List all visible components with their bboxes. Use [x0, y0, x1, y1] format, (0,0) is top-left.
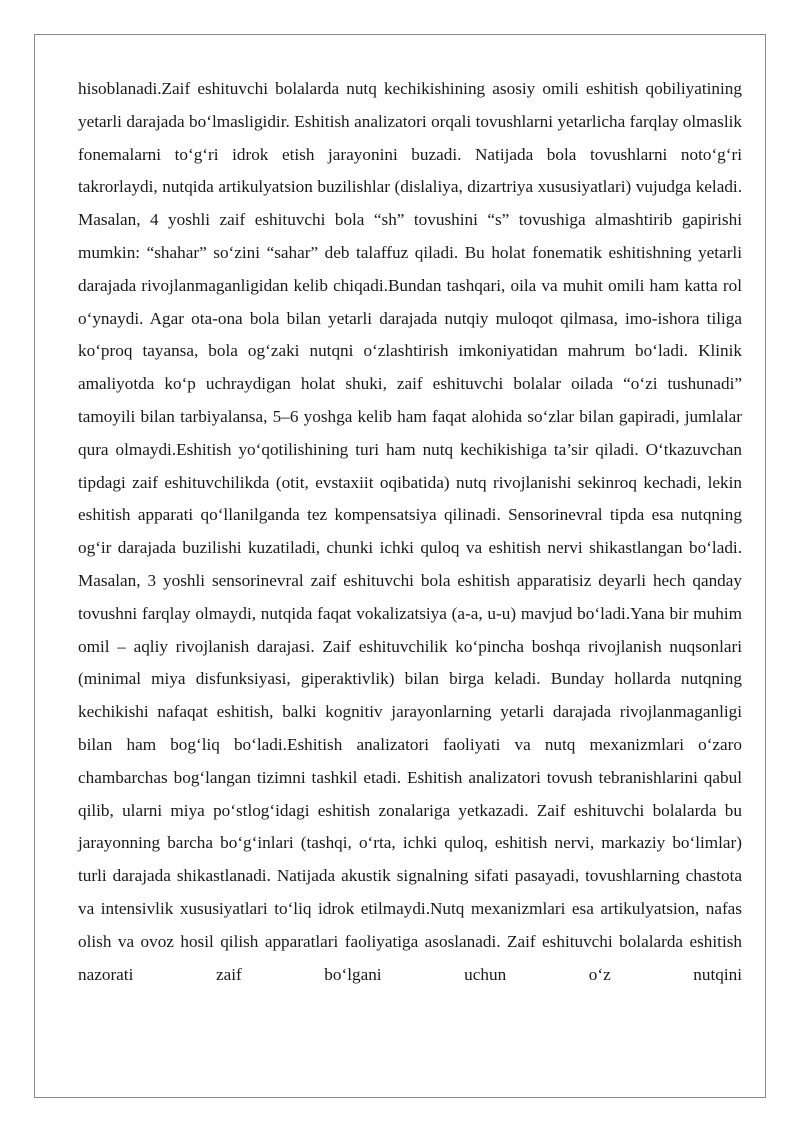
body-paragraph: hisoblanadi.Zaif eshituvchi bolalarda nutq kechikishining asosiy omili eshitish qobiliyatining yetarli darajada bo‘lmasligidir. Eshitish analizatori orqali tovushlarni yetarlicha farqlay olmaslik fonemalarni to‘g‘ri idrok etish jarayonini buzadi. Natijada bola tovushlarni noto‘g‘ri takrorlaydi, nutqida artikulyatsion buzilishlar (dislaliya, dizartriya xususiyatlari) vujudga keladi. Masalan, 4 yoshli zaif eshituvchi bola “sh” tovushini “s” tovushiga almashtirib gapirishi mumkin: “shahar” so‘zini “sahar” deb talaffuz qiladi. Bu holat fonematik eshitishning yetarli darajada rivojlanmaganligidan kelib chiqadi.Bundan tashqari, oila va muhit omili ham katta rol o‘ynaydi. Agar ota-ona bola bilan yetarli darajada nutqiy muloqot qilmasa, imo-ishora tiliga ko‘proq tayansa, bola og‘zaki nutqni o‘zlashtirish imkoniyatidan mahrum bo‘ladi. Klinik amaliyotda ko‘p uchraydigan holat shuki, zaif eshituvchi bolalar oilada “o‘zi tushunadi” tamoyili bilan tarbiyalansa, 5–6 yoshga kelib ham faqat alohida so‘zlar bilan gapiradi, jumlalar qura olmaydi.Eshitish yo‘qotilishining turi ham nutq kechikishiga ta’sir qiladi. O‘tkazuvchan tipdagi zaif eshituvchilikda (otit, evstaxiit oqibatida) nutq rivojlanishi sekinroq kechadi, lekin eshitish apparati qo‘llanilganda tez kompensatsiya qilinadi. Sensorinevral tipda esa nutqning og‘ir darajada buzilishi kuzatiladi, chunki ichki quloq va eshitish nervi shikastlangan bo‘ladi. Masalan, 3 yoshli sensorinevral zaif eshituvchi bola eshitish apparatisiz deyarli hech qanday tovushni farqlay olmaydi, nutqida faqat vokalizatsiya (a-a, u-u) mavjud bo‘ladi.Yana bir muhim omil – aqliy rivojlanish darajasi. Zaif eshituvchilik ko‘pincha boshqa rivojlanish nuqsonlari (minimal miya disfunksiyasi, giperaktivlik) bilan birga keladi. Bunday hollarda nutqning kechikishi nafaqat eshitish, balki kognitiv jarayonlarning yetarli darajada rivojlanmaganligi bilan ham bog‘liq bo‘ladi.Eshitish analizatori faoliyati va nutq mexanizmlari o‘zaro chambarchas bog‘langan tizimni tashkil etadi. Eshitish analizatori tovush tebranishlarini qabul qilib, ularni miya po‘stlog‘idagi eshitish zonalariga yetkazadi. Zaif eshituvchi bolalarda bu jarayonning barcha bo‘g‘inlari (tashqi, o‘rta, ichki quloq, eshitish nervi, markaziy bo‘limlar) turli darajada shikastlanadi. Natijada akustik signalning sifati pasayadi, tovushlarning chastota va intensivlik xususiyatlari to‘liq idrok etilmaydi.Nutq mexanizmlari esa artikulyatsion, nafas olish va ovoz hosil qilish apparatlari faoliyatiga asoslanadi. Zaif eshituvchi bolalarda eshitish nazorati zaif bo‘lgani uchun o‘z nutqini [78, 79, 742, 984]
